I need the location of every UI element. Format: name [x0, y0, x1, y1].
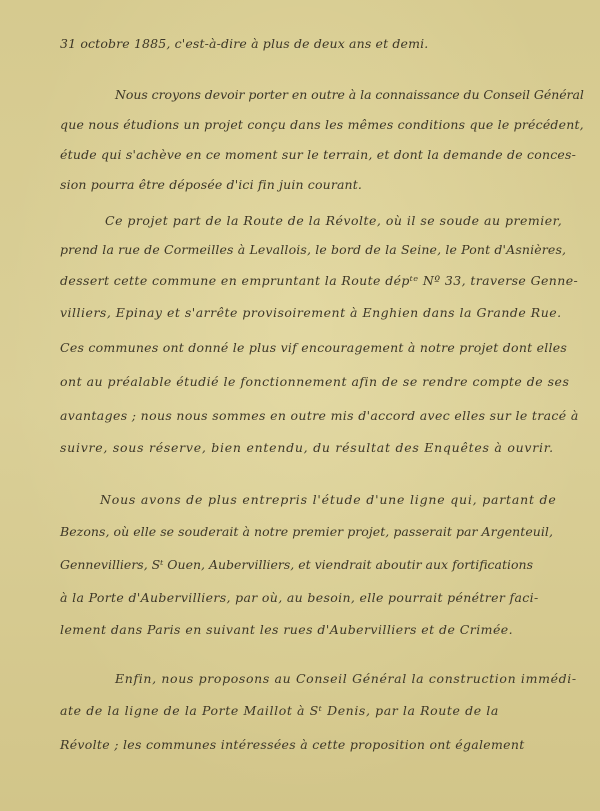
text-line: étude qui s'achève en ce moment sur le terrain, et dont la demande de conces-: [60, 147, 577, 162]
text-line: villiers, Epinay et s'arrête provisoirement à Enghien dans la Grande Rue.: [60, 305, 562, 320]
text-line: Enfin, nous proposons au Conseil Général la construction immédi-: [115, 671, 577, 686]
text-line: avantages ; nous nous sommes en outre mis d'accord avec elles sur le tracé à: [60, 408, 579, 423]
text-line: dessert cette commune en empruntant la Route dépᵗᵉ Nº 33, traverse Genne-: [60, 273, 579, 288]
text-line: prend la rue de Cormeilles à Levallois, le bord de la Seine, le Pont d'Asnières,: [60, 242, 567, 257]
text-line: Bezons, où elle se souderait à notre premier projet, passerait par Argenteuil,: [60, 524, 554, 539]
text-line: Gennevilliers, Sᵗ Ouen, Aubervilliers, et viendrait aboutir aux fortifications: [60, 557, 534, 572]
text-line: que nous étudions un projet conçu dans les mêmes conditions que le précédent,: [60, 117, 584, 132]
text-line: sion pourra être déposée d'ici fin juin courant.: [60, 177, 363, 192]
text-line: Nous avons de plus entrepris l'étude d'une ligne qui, partant de: [100, 492, 557, 507]
text-line: Révolte ; les communes intéressées à cette proposition ont également: [60, 737, 525, 752]
text-line: 31 octobre 1885, c'est-à-dire à plus de deux ans et demi.: [60, 36, 429, 51]
text-line: ate de la ligne de la Porte Maillot à Sᵗ Denis, par la Route de la: [60, 703, 499, 718]
text-line: ont au préalable étudié le fonctionnement afin de se rendre compte de ses: [60, 374, 570, 389]
text-line: Ce projet part de la Route de la Révolte, où il se soude au premier,: [105, 213, 563, 228]
text-line: Ces communes ont donné le plus vif encouragement à notre projet dont elles: [60, 340, 568, 355]
text-line: lement dans Paris en suivant les rues d'Aubervilliers et de Crimée.: [60, 622, 514, 637]
text-line: à la Porte d'Aubervilliers, par où, au besoin, elle pourrait pénétrer faci-: [60, 590, 539, 605]
text-line: Nous croyons devoir porter en outre à la connaissance du Conseil Général: [115, 87, 584, 102]
text-line: suivre, sous réserve, bien entendu, du résultat des Enquêtes à ouvrir.: [60, 440, 554, 455]
